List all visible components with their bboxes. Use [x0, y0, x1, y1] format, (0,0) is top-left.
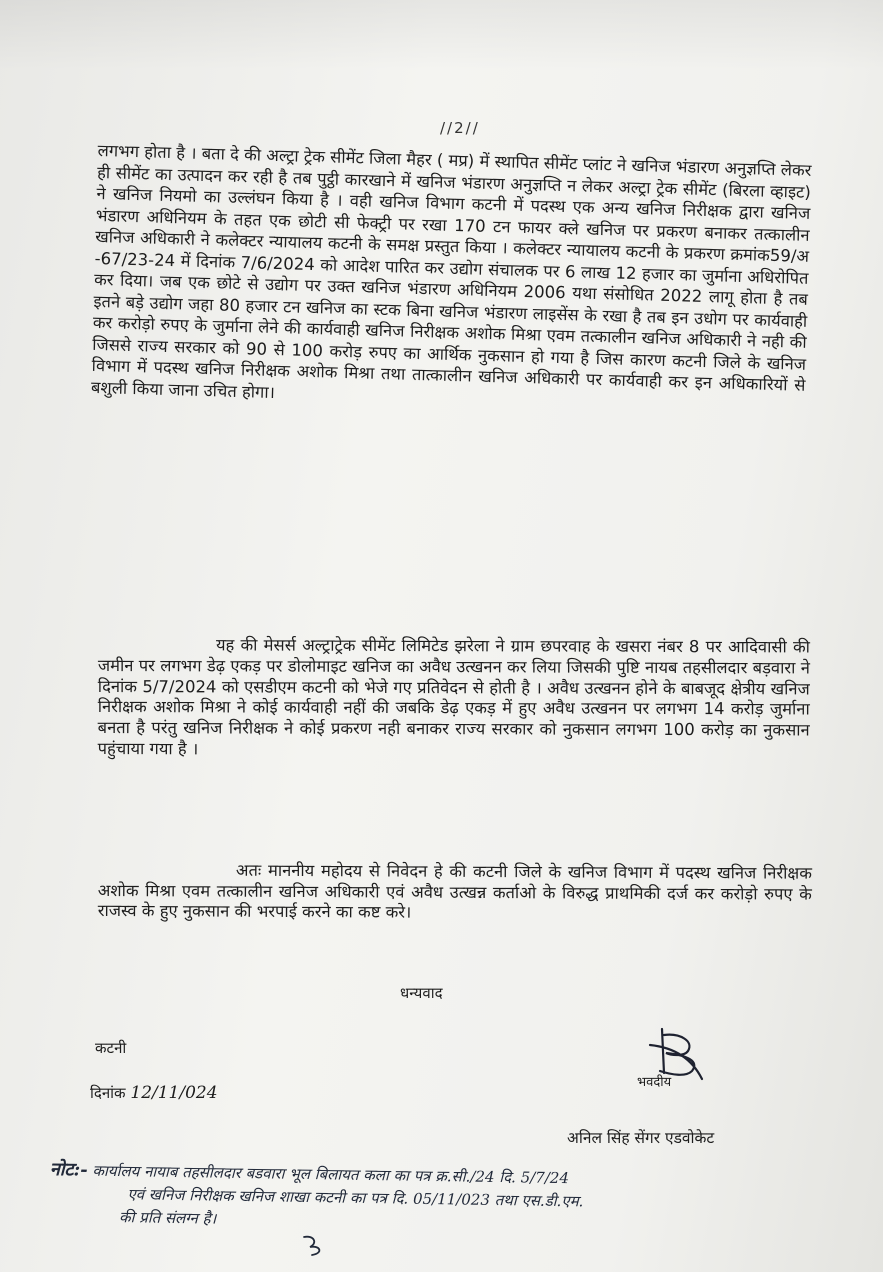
note-line-1: कार्यालय नायाब तहसीलदार बडवारा भूल बिलायत कला का पत्र क्र.सी./24 दि. 5/7/24 [92, 1161, 570, 1188]
paragraph-3: अतः माननीय महोदय से निवेदन हे की कटनी जिले के खनिज विभाग में पदस्थ खनिज निरीक्षक अशोक मिश्रा एवम तत्कालीन खनिज अधिकारी एवं अवैध उत्खन्न कर्ताओ के विरुद्ध प्राथमिकी दर्ज कर करोड़ो रुपए के राजस्व के हुए नुकसान की भरपाई करने का कष्ट करे। [97, 860, 812, 922]
sign-off: भवदीय [637, 1075, 672, 1090]
note-line-2: एवं खनिज निरीक्षक खनिज शाखा कटनी का पत्र दि. 05/11/023 तथा एस.डी.एम. [127, 1185, 584, 1211]
note-line-3: की प्रति संलग्न है। [118, 1208, 217, 1228]
date-label: दिनांक [90, 1084, 126, 1102]
note-lead: नोट:- [49, 1158, 88, 1181]
date-line [90, 1083, 218, 1105]
handwritten-note [49, 1158, 870, 1241]
place-name: कटनी [95, 1039, 127, 1057]
date-value: 12/11/024 [130, 1083, 218, 1103]
page-shadow [0, 0, 883, 70]
page-number: //2// [440, 119, 480, 137]
note-initials [300, 1233, 340, 1257]
closing-thanks: धन्यवाद [400, 984, 443, 1002]
paragraph-2: यह की मेसर्स अल्ट्राट्रेक सीमेंट लिमिटेड झरेला ने ग्राम छपरवाह के खसरा नंबर 8 पर आदिवासी की जमीन पर लगभग डेढ़ एकड़ पर डोलोमाइट खनिज का अवैध उत्खनन कर लिया जिसकी पुष्टि नायब तहसीलदार बड़वारा ने दिनांक 5/7/2024 को एसडीएम कटनी को भेजे गए प्रतिवेदन से होती है । अवैध उत्खनन होने के बाबजूद क्षेत्रीय खनिज निरीक्षक अशोक मिश्रा ने कोई कार्यवाही नहीं की जबकि डेढ़ एकड़ में हुए अवैध उत्खनन पर लगभग 14 करोड़ जुर्माना बनता है परंतु खनिज निरीक्षक ने कोई प्रकरण नही बनाकर राज्य सरकार को नुकसान लगभग 100 करोड़ का नुकसान पहुंचाया गया है । [97, 635, 810, 759]
sender-name: अनिल सिंह सेंगर एडवोकेट [567, 1129, 715, 1147]
paragraph-1: लगभग होता है । बता दे की अल्ट्रा ट्रेक सीमेंट जिला मैहर ( मप्र) में स्थापित सीमेंट प्लांट ने खनिज भंडारण अनुज्ञप्ति लेकर ही सीमेंट का उत्पादन कर रही है तब पुट्ठी कारखाने में खनिज भंडारण अनुज्ञप्ति न लेकर अल्ट्रा ट्रेक सीमेंट (बिरला व्हाइट) ने खनिज नियमो का उल्लंघन किया है । वही खनिज विभाग कटनी में पदस्थ एक अन्य खनिज निरीक्षक द्वारा खनिज भंडारण अधिनियम के तहत एक छोटी सी फेक्ट्री पर रखा 170 टन फायर क्ले खनिज पर प्रकरण बनाकर तत्कालीन खनिज अधिकारी ने कलेक्टर न्यायालय कटनी के समक्ष प्रस्तुत किया । कलेक्टर न्यायालय कटनी के प्रकरण क्रमांक59/अ -67/23-24 में दिनांक 7/6/2024 को आदेश पारित कर उद्योग संचालक पर 6 लाख 12 हजार का जुर्माना अधिरोपित कर दिया। जब एक छोटे से उद्योग पर उक्त खनिज भंडारण अधिनियम 2006 यथा संसोधित 2022 लागू होता है तब इतने बड़े उद्योग जहा 80 हजार टन खनिज का स्टक बिना खनिज भंडारण लाइसेंस के रखा है तब इन उधोग पर कार्यवाही कर करोड़ो रुपए के जुर्माना लेने की कार्यवाही खनिज निरीक्षक अशोक मिश्रा एवम तत्कालीन खनिज अधिकारी ने नही की जिससे राज्य सरकार को 90 से 100 करोड़ रुपए का आर्थिक नुकसान हो गया है जिस कारण कटनी जिले के खनिज विभाग में पदस्थ खनिज निरीक्षक अशोक मिश्रा तथा तात्कालीन खनिज अधिकारी पर कार्यवाही कर इन अधिकारियों से बशुली किया जाना उचित होगा। [90, 140, 812, 402]
